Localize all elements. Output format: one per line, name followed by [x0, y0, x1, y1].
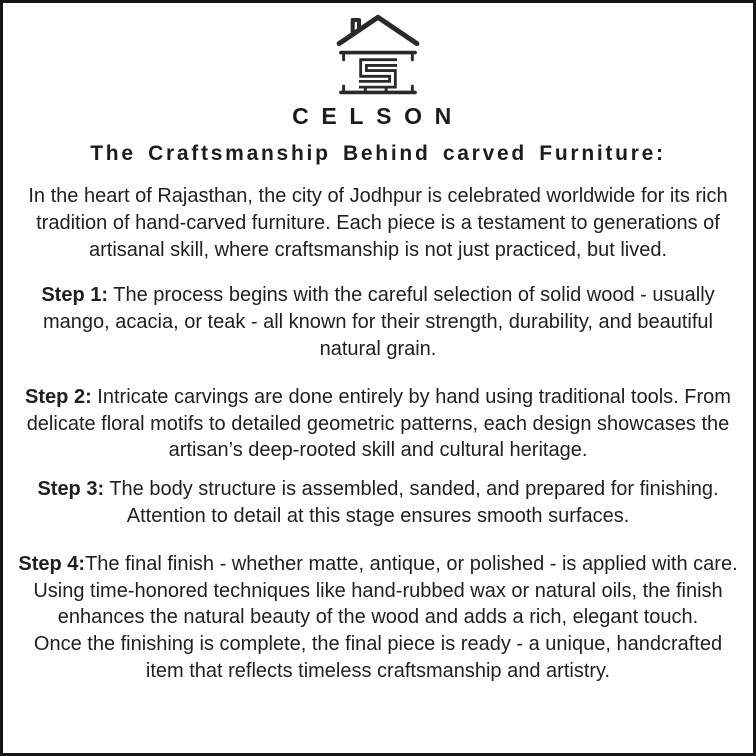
paragraph-step-1 — [18, 282, 738, 362]
step-2-label: Step 2: — [25, 385, 92, 408]
paragraph-text: In the heart of Rajasthan, the city of Jodhpur is celebrated worldwide for its rich tradition of hand-carved furniture. Each piece is a testament to generations of artisanal skill, where craftsmanship is not just practiced, but lived. — [28, 185, 728, 261]
paragraph-step-3 — [18, 476, 738, 530]
step-3-label: Step 3: — [37, 478, 105, 501]
page-title: The Craftsmanship Behind carved Furniture: — [90, 142, 666, 165]
paragraph-step-4 — [18, 551, 738, 631]
paragraph-step-2 — [18, 384, 738, 464]
step-1-label: Step 1: — [41, 284, 109, 307]
body-text — [18, 183, 738, 685]
paragraph-text: The final finish - whether matte, antique, or polished - is applied with care. Using time-honored techniques like hand-rubbed wax or natural oils, the finish enhances the natural beauty of the wood and adds a rich, elegant touch. — [33, 552, 738, 629]
paragraph-text: Once the finishing is complete, the final piece is ready - a unique, handcrafted item that reflects timeless craftsmanship and artistry. — [33, 633, 723, 682]
step-4-label: Step 4: — [18, 552, 86, 575]
brand-wordmark: CELSON — [292, 103, 464, 129]
paragraph-text: Intricate carvings are done entirely by hand using traditional tools. From delicate floral motifs to detailed geometric patterns, each design showcases the artisan’s deep-rooted skill and cultural heritage. — [26, 385, 731, 462]
house-s-monogram-icon — [328, 11, 428, 96]
paragraph-text: The process begins with the careful selection of solid wood - usually mango, acacia, or teak - all known for their strength, durability, and beautiful natural grain. — [43, 284, 715, 360]
paragraph-intro — [18, 183, 738, 263]
paragraph-closing — [18, 631, 738, 685]
celson-logo — [18, 9, 738, 96]
paragraph-text: The body structure is assembled, sanded, and prepared for finishing. Attention to detail at this stage ensures smooth surfaces. — [104, 478, 719, 527]
